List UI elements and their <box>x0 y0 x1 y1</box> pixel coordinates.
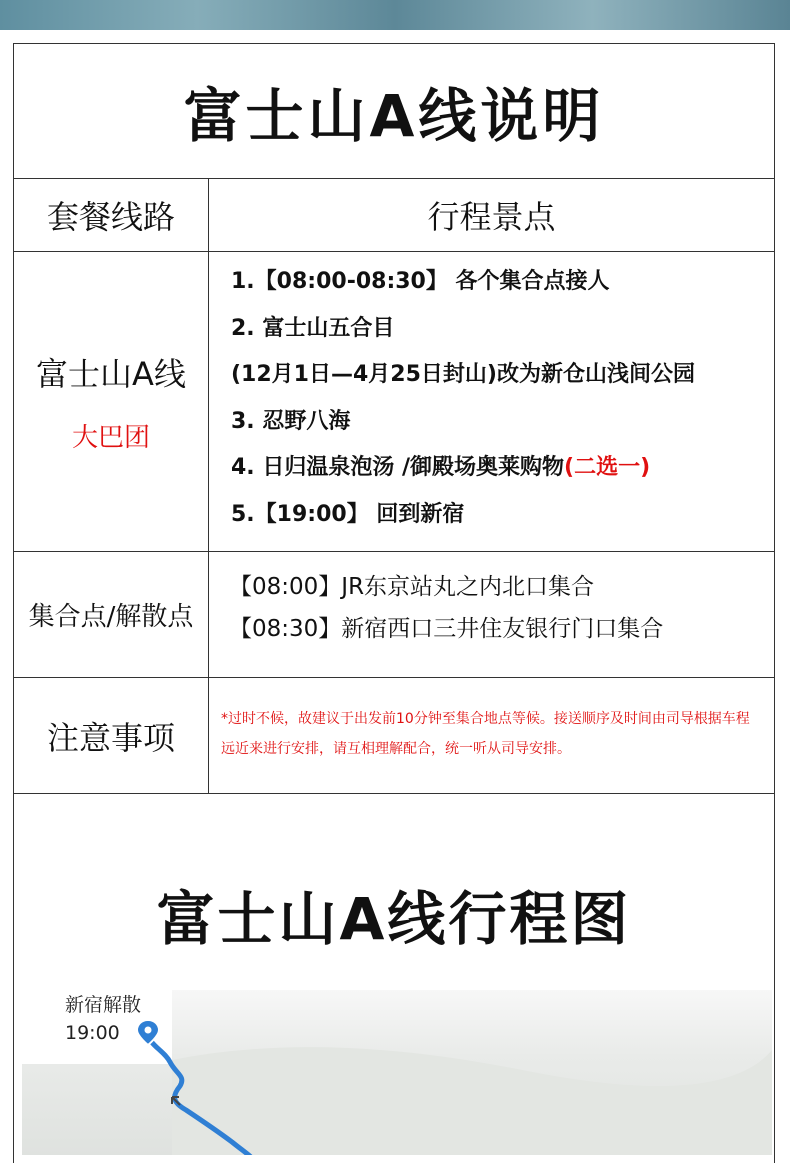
meeting-point-1: 【08:00】JR东京站丸之内北口集合 <box>229 574 595 600</box>
itinerary-item-5: 5.【19:00】 回到新宿 <box>231 501 465 527</box>
itinerary-list <box>209 252 774 551</box>
header-itinerary-label: 行程景点 <box>427 198 556 236</box>
route-name: 富士山A线 <box>36 355 186 393</box>
meeting-row <box>14 552 774 678</box>
decorative-top-band <box>0 0 790 30</box>
meeting-point-2: 【08:30】新宿西口三井住友银行门口集合 <box>229 616 664 642</box>
itinerary-item-2-note: (12月1日—4月25日封山)改为新仓山浅间公园 <box>231 362 695 387</box>
route-map <box>22 990 772 1155</box>
notes-label-cell <box>14 678 209 793</box>
notes-row <box>14 678 774 794</box>
header-right-cell <box>209 179 774 251</box>
page-title: 富士山A线说明 <box>183 82 605 150</box>
map-end-point-time: 19:00 <box>65 1022 120 1044</box>
itinerary-item-1: 1.【08:00-08:30】 各个集合点接人 <box>231 269 610 294</box>
title-row <box>14 44 774 179</box>
route-tag: 大巴团 <box>71 423 150 453</box>
route-row <box>14 252 774 552</box>
meeting-label-cell <box>14 552 209 677</box>
table-header-row <box>14 179 774 252</box>
itinerary-item-4-text: 4. 日归温泉泡汤 /御殿场奥莱购物 <box>231 455 565 480</box>
itinerary-item-3: 3. 忍野八海 <box>231 408 351 434</box>
notes-text: *过时不候，故建议于出发前10分钟至集合地点等候。接送顺序及时间由司导根据车程远近来进行安排，请互相理解配合，统一听从司导安排。 <box>221 711 750 757</box>
route-name-cell <box>14 252 209 551</box>
map-end-point-name: 新宿解散 <box>65 994 142 1016</box>
header-route-label: 套餐线路 <box>46 198 175 236</box>
header-left-cell <box>14 179 209 251</box>
itinerary-item-2: 2. 富士山五合目 <box>231 315 395 341</box>
itinerary-item-4 <box>231 454 774 482</box>
notes-label: 注意事项 <box>46 718 175 757</box>
itinerary-choice-highlight: (二选一) <box>564 455 651 480</box>
map-terrain <box>172 1047 772 1155</box>
meeting-label: 集合点/解散点 <box>28 602 194 632</box>
meeting-points <box>209 552 774 677</box>
map-section-title: 富士山A线行程图 <box>156 885 632 953</box>
